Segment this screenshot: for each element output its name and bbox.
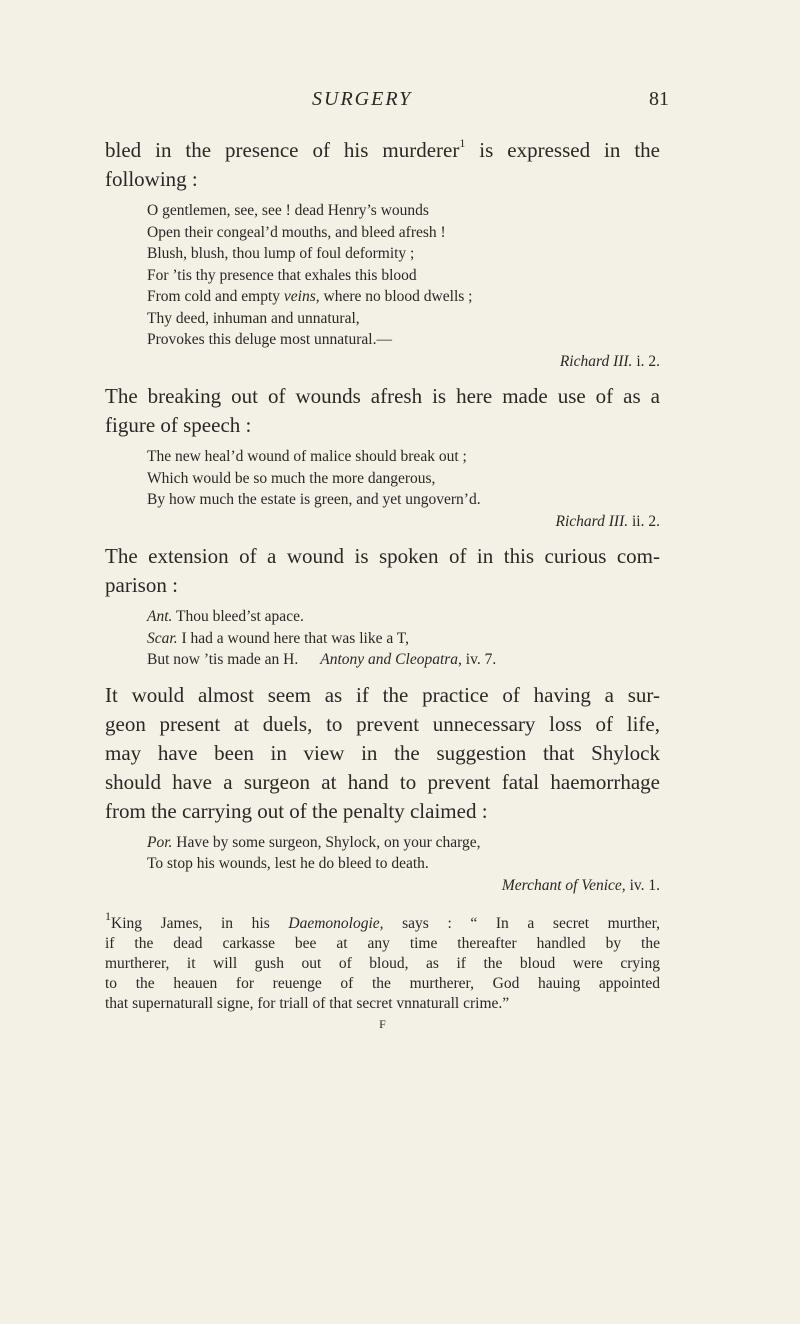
paragraph-line: figure of speech : [105,413,252,437]
quotation-citation: Merchant of Venice, iv. 1. [501,876,660,894]
paragraph-line: parison : [105,573,178,597]
quotation-richard-iii-2 [105,446,660,532]
paragraph-line: may have been in view in the suggestion that Shylock [105,740,660,765]
verse-line: Which would be so much the more dangerous, [147,469,436,487]
verse-line: Provokes this deluge most unnatural.— [147,331,392,348]
verse-line: By how much the estate is green, and yet ungovern’d. [147,491,481,508]
signature-mark: F [379,1017,386,1031]
footnote-line: to the heauen for reuenge of the murtherer, God hauing appointed [105,975,660,992]
quotation-citation: Antony and Cleopatra, [320,651,462,668]
page-body [105,136,660,1034]
paragraph-line: The breaking out of wounds afresh is here made use of as a [105,384,660,408]
paragraph-line: following : [105,167,198,191]
speaker-name: Scar. [147,629,178,647]
paragraph-line: bled in the presence of his murderer$^1$ is expressed in the [105,136,660,162]
quotation-richard-iii-1 [105,200,660,372]
paragraph-line: geon present at duels, to prevent unnecessary loss of life, [105,711,660,736]
paragraph-1 [105,136,660,194]
footnote-marker: 1 [105,908,111,923]
paragraph-2 [105,382,660,440]
paragraph-line: It would almost seem as if the practice of having a sur- [105,682,660,707]
speaker-name: Ant. [147,608,173,625]
page-number: 81 [649,88,669,110]
verse-line: Ant. Thou bleed’st apace. [147,608,304,625]
footnote [105,908,660,1034]
verse-line: O gentlemen, see, see ! dead Henry’s wounds [147,202,429,219]
paragraph-line: should have a surgeon at hand to prevent fatal haemorrhage [105,769,660,794]
page-header [0,88,800,118]
footnote-line: if the dead carkasse bee at any time thereafter handled by the [105,935,660,952]
verse-line: Por. Have by some surgeon, Shylock, on your charge, [147,833,481,851]
verse-line: To stop his wounds, lest he do bleed to death. [147,855,429,872]
verse-line: For ’tis thy presence that exhales this blood [147,266,417,284]
quotation-merchant-of-venice [105,832,660,897]
paragraph-4 [105,681,660,826]
footnote-line: that supernaturall signe, for triall of that secret vnnaturall crime.” [105,995,510,1012]
running-title: SURGERY [312,88,413,110]
footnote-line: $^1$King James, in his Daemonologie, says : “ In a secret murther, [105,908,660,932]
speaker-name: Por. [147,833,173,851]
footnote-ref: 1 [459,136,466,150]
verse-line: Open their congeal’d mouths, and bleed afresh ! [147,223,446,241]
verse-line: But now ’tis made an H. Antony and Cleopatra, iv. 7. [147,651,497,668]
quotation-antony-cleopatra [105,606,660,671]
quotation-citation: Richard III. i. 2. [559,352,660,370]
paragraph-3 [105,542,660,600]
verse-line: From cold and empty veins, where no blood dwells ; [147,288,473,305]
verse-line: The new heal’d wound of malice should break out ; [147,448,467,465]
paragraph-line: The extension of a wound is spoken of in this curious com- [105,544,660,568]
quotation-citation: Richard III. ii. 2. [555,512,660,530]
verse-line: Thy deed, inhuman and unnatural, [147,309,360,327]
verse-line: Scar. I had a wound here that was like a T, [147,629,409,647]
verse-line: Blush, blush, thou lump of foul deformity ; [147,245,415,262]
footnote-line: murtherer, it will gush out of bloud, as if the bloud were crying [105,955,660,972]
paragraph-line: from the carrying out of the penalty claimed : [105,798,488,823]
